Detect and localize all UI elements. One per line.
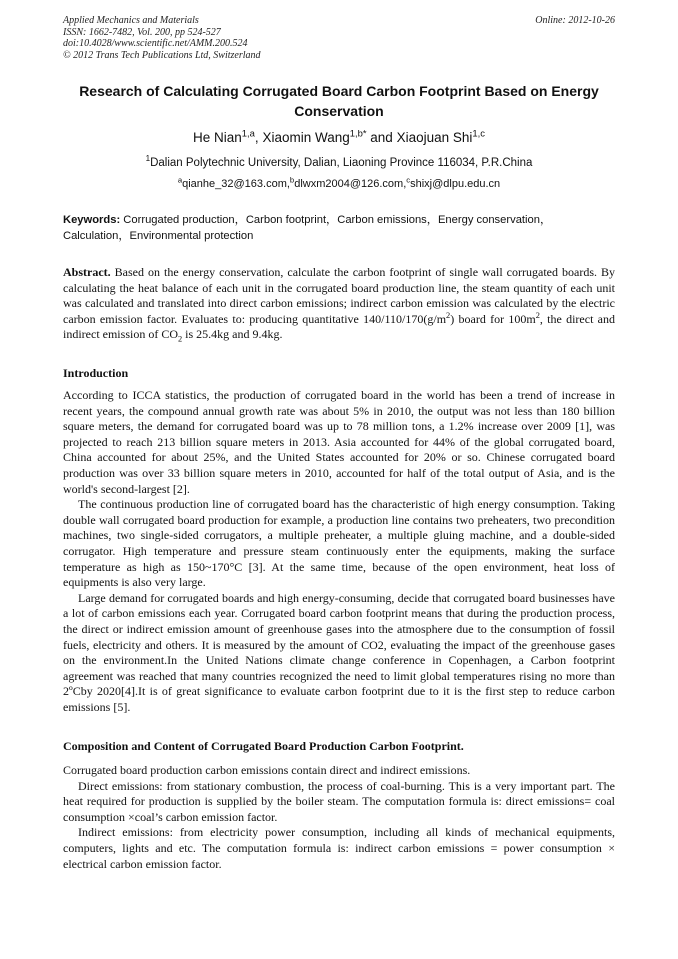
abstract <box>63 265 615 343</box>
email-link[interactable]: dlwxm2004@126.com, <box>294 178 407 190</box>
author-list <box>63 128 615 148</box>
keywords-label: Keywords: <box>63 214 121 226</box>
journal-name: Applied Mechanics and Materials <box>63 15 199 26</box>
abstract-superscript: 2 <box>535 310 540 320</box>
introduction-body <box>63 388 615 715</box>
paragraph: Corrugated board production carbon emissions contain direct and indirect emissions. <box>63 763 471 777</box>
journal-header <box>63 15 615 61</box>
author-separator: and <box>366 130 397 145</box>
abstract-superscript: 2 <box>446 310 451 320</box>
doi-line: doi:10.4028/www.scientific.net/AMM.200.524 <box>63 38 248 49</box>
email-superscript: a <box>177 175 183 185</box>
copyright-line: © 2012 Trans Tech Publications Ltd, Switzerland <box>63 49 261 61</box>
section-heading-composition: Composition and Content of Corrugated Board Production Carbon Footprint. <box>63 739 464 753</box>
abstract-subscript: 2 <box>177 334 183 344</box>
affiliation-superscript: 1 <box>145 154 151 164</box>
author-name: He Nian <box>193 130 242 145</box>
keywords-text: Corrugated production，Carbon footprint，Carbon emissions，Energy conservation，Calculation，Environmental protection <box>63 214 552 242</box>
author-name: Xiaomin Wang <box>262 130 350 145</box>
email-link[interactable]: shixj@dlpu.edu.cn <box>410 178 501 190</box>
paragraph: According to ICCA statistics, the production of corrugated board in the world has been a trend of increase in recent years, the compound annual growth rate was about 5% in 2010, the output was not less than 180 billion square meters, the demand for corrugated board was up to 78 million tons, a 1.2% increase over 2009 [1], was projected to reach 213 billion square meters in 2013. Asia accounted for 44% of the global corrugated board, China accounted for about 25%, and the United States accounted for 20% or so. Chinese corrugated board production was over 33 billion square meters in 2010, accounted for half of the total output of Asia, and is the world's second-largest [2]. <box>63 388 615 496</box>
affiliation-text: Dalian Polytechnic University, Dalian, Liaoning Province 116034, P.R.China <box>150 157 533 169</box>
abstract-text: , the direct and indirect emission of CO <box>63 311 616 342</box>
email-superscript: c <box>406 175 411 185</box>
author-separator: , <box>254 130 263 145</box>
abstract-text: is 25.4kg and 9.4kg. <box>182 327 283 342</box>
affiliation <box>63 155 615 171</box>
abstract-text: ) board for 100m <box>450 311 536 326</box>
email-superscript: b <box>289 175 295 185</box>
paragraph: The continuous production line of corrugated board has the characteristic of high energy consumption. Taking double wall corrugated board production for example, a production line contains two preheaters, two precondition machines, two single-sided corrugators, a multiple preheater, a multiple gluing machine, and a double-sided corrugator. High temperature and pressure steam continuously enter the equipments, making the surface temperature as high as 150~170°C [3]. At the same time, because of the open environment, heat loss of equipments is also very large. <box>63 497 615 590</box>
paragraph: Direct emissions: from stationary combustion, the process of coal-burning. This is a very important part. The heat required for production is supplied by the boiler steam. The computation formula is: direct emissions= coal consumption ×coal’s carbon emission factor. <box>63 778 615 824</box>
author-name: Xiaojuan Shi <box>396 130 473 145</box>
paragraph: Indirect emissions: from electricity power consumption, including all kinds of mechanical equipments, computers, lights and etc. The computation formula is: indirect carbon emissions = power consumption × electrical carbon emission factor. <box>63 825 615 871</box>
online-date: Online: 2012-10-26 <box>535 15 615 26</box>
section-heading-introduction: Introduction <box>63 366 129 380</box>
author-superscript: 1,c <box>472 128 485 140</box>
author-emails <box>63 176 615 192</box>
paper-title: Research of Calculating Corrugated Board Carbon Footprint Based on Energy Conservation <box>79 83 599 119</box>
author-superscript: 1,b* <box>349 128 367 140</box>
paragraph: Large demand for corrugated boards and high energy-consuming, decide that corrugated board businesses have a lot of carbon emissions each year. Corrugated board carbon footprint means that during the production process, the direct or indirect emission amount of greenhouse gases into the atmosphere due to the consumption of fossil fuels, electricity and others. It is measured by the amount of CO2, evaluating the impact of the greenhouse gases on the environment.In the United Nations climate change conference in Copenhagen, a Carbon footprint agreement was reached that many countries recognized the need to limit global temperatures rising no more than 2ºCby 2020[4].It is of great significance to evaluate carbon footprint due to it is the first step to reduce carbon emissions [5]. <box>63 590 615 714</box>
email-link[interactable]: qianhe_32@163.com, <box>182 178 290 190</box>
author-superscript: 1,a <box>241 128 255 140</box>
issn-line: ISSN: 1662-7482, Vol. 200, pp 524-527 <box>63 26 221 38</box>
composition-body <box>63 763 615 872</box>
abstract-text: Based on the energy conservation, calculate the carbon footprint of single wall corrugated boards. By calculating the heat balance of each unit in the corrugated board production line, the steam quantity of each unit was calculated and translated into direct carbon emissions; indirect carbon emission was calculated by the electric carbon emission factor. Evaluates to: producing quantitative 140/110/170(g/m <box>63 265 615 326</box>
keywords <box>63 212 615 244</box>
abstract-label: Abstract. <box>63 265 111 279</box>
